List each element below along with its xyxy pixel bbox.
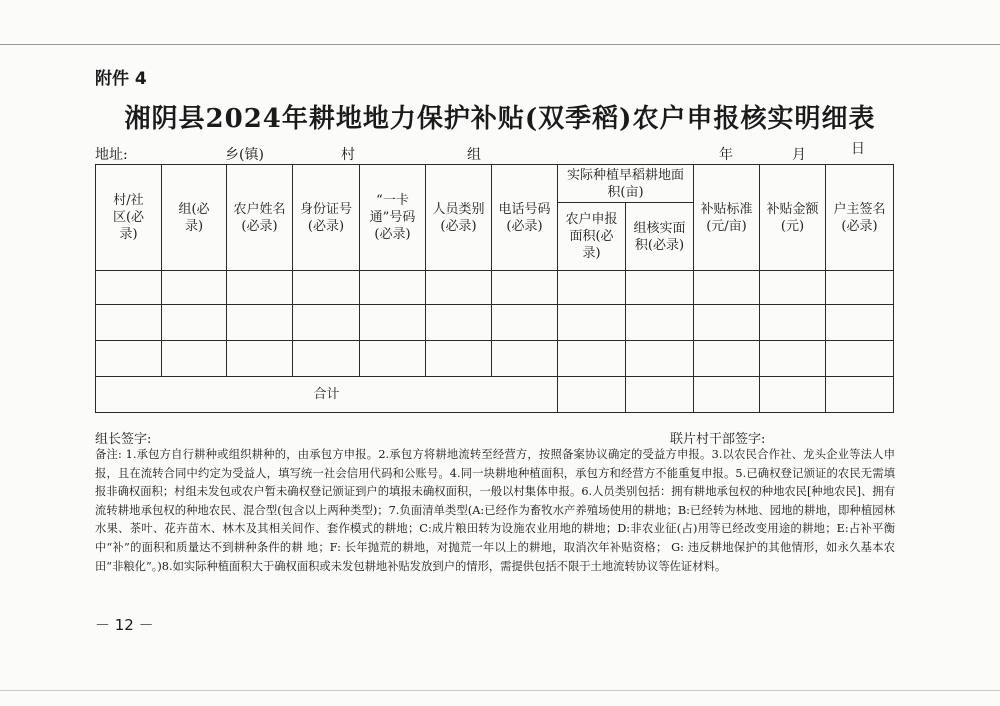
village-label: 村 — [341, 147, 355, 163]
header-row-1 — [96, 165, 894, 203]
col-subsidy-standard-header: 补贴标准(元/亩) — [694, 165, 760, 271]
col-group-header: 组(必录) — [162, 165, 227, 271]
group-leader-signature-label: 组长签字: — [95, 432, 152, 447]
col-signature-header: 户主签名(必录) — [826, 165, 894, 271]
table-row — [96, 271, 894, 305]
top-edge-line — [0, 44, 1000, 45]
col-card-header: “一卡通”号码(必录) — [360, 165, 426, 271]
attachment-label: 附件 4 — [95, 69, 147, 89]
col-subsidy-amount-header: 补贴金额(元) — [760, 165, 826, 271]
table-row — [96, 305, 894, 341]
township-label: 乡(镇) — [225, 147, 264, 163]
subsidy-table — [95, 164, 894, 413]
col-planting-area-header: 实际种植早稻耕地面积(亩) — [558, 165, 694, 203]
col-id-number-header: 身份证号(必录) — [293, 165, 360, 271]
col-person-type-header: 人员类别(必录) — [426, 165, 492, 271]
total-label: 合计 — [96, 377, 558, 413]
village-cadre-signature-label: 联片村干部签字: — [670, 432, 766, 447]
col-phone-header: 电话号码(必录) — [492, 165, 558, 271]
month-label: 月 — [792, 147, 806, 163]
notes-text: 备注: 1.承包方自行耕种或组织耕种的，由承包方申报。2.承包方将耕地流转至经营方，按照备案协议确定的受益方申报。3.以农民合作社、龙头企业等法人申报，且在流转合同中约定为受益人，填写统一社会信用代码和公账号。4.同一块耕地种植面积，承包方和经营方不能重复申报。5.已确权登记颁证的农民无需填报非确权面积；村组未发包或农户暂未确权登记颁证到户的填报未确权面积，一般以村集体申报。6.人员类别包括：拥有耕地承包权的种地农民[种地农民]、拥有流转耕地承包权的种地农民、混合型(包含以上两种类型)；7.负面清单类型(A:已经作为畜牧水产养殖场使用的耕地；B:已经转为林地、园地的耕地，即种植园林水果、茶叶、花卉苗木、林木及其相关间作、套作模式的耕地；C:成片粮田转为设施农业用地的耕地；D:非农业征(占)用等已经改变用途的耕地；E:占补平衡中“补”的面积和质量达不到耕种条件的耕 地；F: 长年抛荒的耕地，对抛荒一年以上的耕地，取消次年补贴资格； G: 违反耕地保护的其他情形，如永久基本农田“非粮化”。)8.如实际种植面积大于确权面积或未发包耕地补贴发放到户的情形，需提供包括不限于土地流转协议等佐证材料。 — [95, 448, 895, 573]
bottom-edge-line — [0, 690, 1000, 691]
address-label: 地址: — [95, 147, 128, 163]
col-declared-area-header: 农户申报面积(必录) — [558, 203, 626, 271]
group-label: 组 — [467, 147, 481, 163]
page-number: － 12 － — [95, 616, 154, 634]
address-row — [95, 141, 895, 164]
table-row — [96, 341, 894, 377]
col-verified-area-header: 组核实面积(必录) — [626, 203, 694, 271]
col-household-name-header: 农户姓名(必录) — [227, 165, 293, 271]
year-label: 年 — [719, 147, 733, 163]
page-title: 湘阴县2024年耕地地力保护补贴(双季稻)农户申报核实明细表 — [124, 104, 876, 134]
day-label: 日 — [851, 141, 865, 157]
total-row — [96, 377, 894, 413]
col-village-header: 村/社区(必录) — [96, 165, 162, 271]
